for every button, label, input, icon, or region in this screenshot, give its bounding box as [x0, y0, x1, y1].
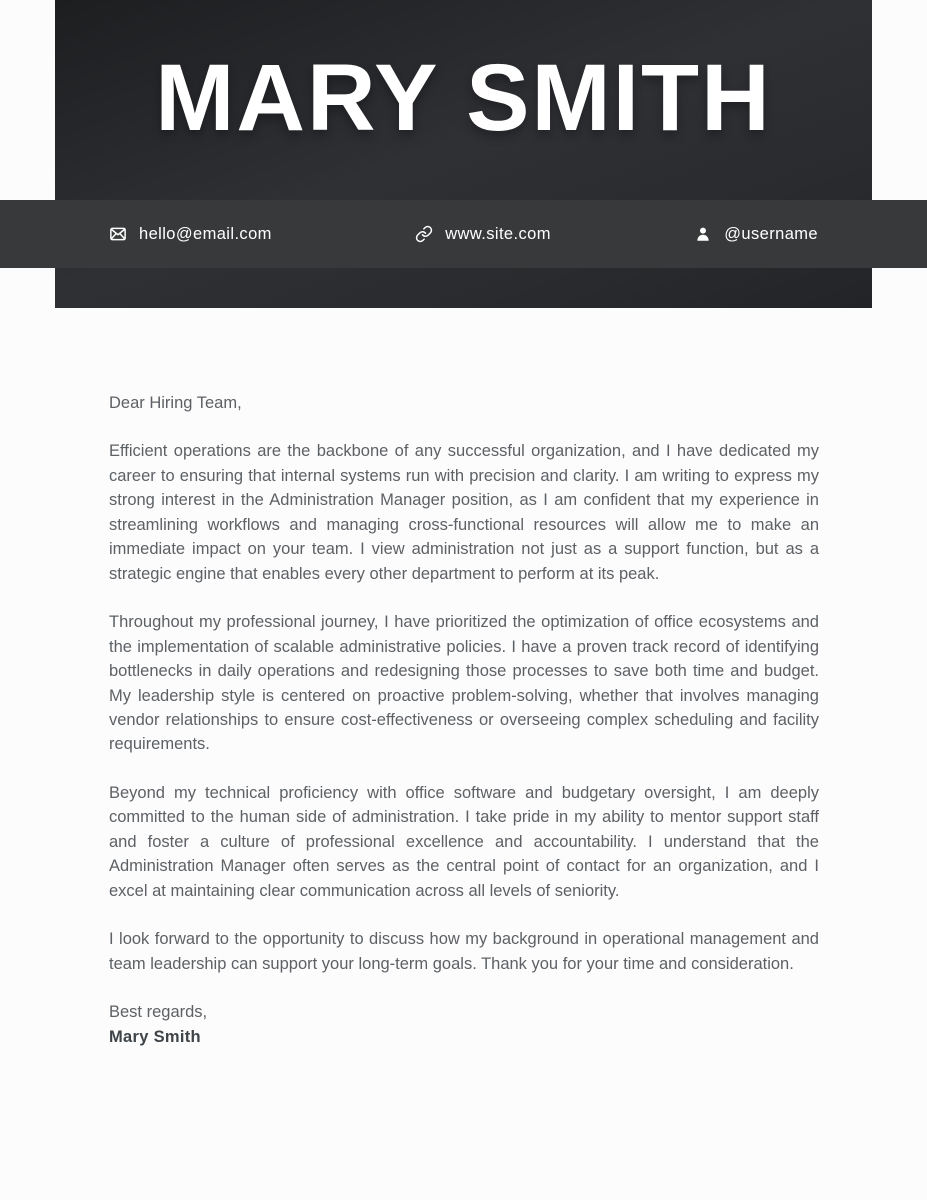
envelope-icon	[109, 225, 127, 243]
signature-name: Mary Smith	[109, 1027, 201, 1046]
letter-salutation: Dear Hiring Team,	[109, 394, 242, 412]
link-icon	[415, 225, 433, 243]
user-icon	[694, 225, 712, 243]
letter-paragraph-4: I look forward to the opportunity to discuss how my background in operational management and team leadership can support your long-term goals. Thank you for your time and consideration.	[109, 930, 819, 973]
contact-email-link[interactable]	[109, 225, 272, 244]
page-title: MARY SMITH	[155, 45, 772, 151]
contact-email-label: hello@email.com	[139, 224, 272, 243]
letter-paragraph-2: Throughout my professional journey, I have prioritized the optimization of office ecosystems and the implementation of scalable administrative policies. I have a proven track record of identifying bottlenecks in daily operations and redesigning those processes to save both time and budget. My leadership style is centered on proactive problem-solving, whether that involves managing vendor relationships to ensure cost-effectiveness or overseeing complex scheduling and facility requirements.	[109, 613, 819, 754]
contact-bar	[0, 200, 927, 268]
letter-paragraph-1: Efficient operations are the backbone of any successful organization, and I have dedicated my career to ensuring that internal systems run with precision and clarity. I am writing to express my strong interest in the Administration Manager position, as I am confident that my experience in streamlining workflows and managing cross-functional resources will allow me to make an immediate impact on your team. I view administration not just as a support function, but as a strategic engine that enables every other department to perform at its peak.	[109, 442, 819, 583]
letter-body	[109, 391, 819, 1073]
contact-website-link[interactable]	[415, 225, 551, 244]
contact-username-link[interactable]	[694, 225, 818, 244]
contact-website-label: www.site.com	[445, 224, 551, 243]
letter-closing: Best regards,	[109, 1003, 208, 1022]
contact-bar-inner	[0, 225, 927, 244]
letter-paragraph-3: Beyond my technical proficiency with office software and budgetary oversight, I am deeply committed to the human side of administration. I take pride in my ability to mentor support staff and foster a culture of professional excellence and accountability. I understand that the Administration Manager often serves as the central point of contact for an organization, and I excel at maintaining clear communication across all levels of seniority.	[109, 783, 819, 900]
contact-username-label: @username	[724, 224, 818, 243]
